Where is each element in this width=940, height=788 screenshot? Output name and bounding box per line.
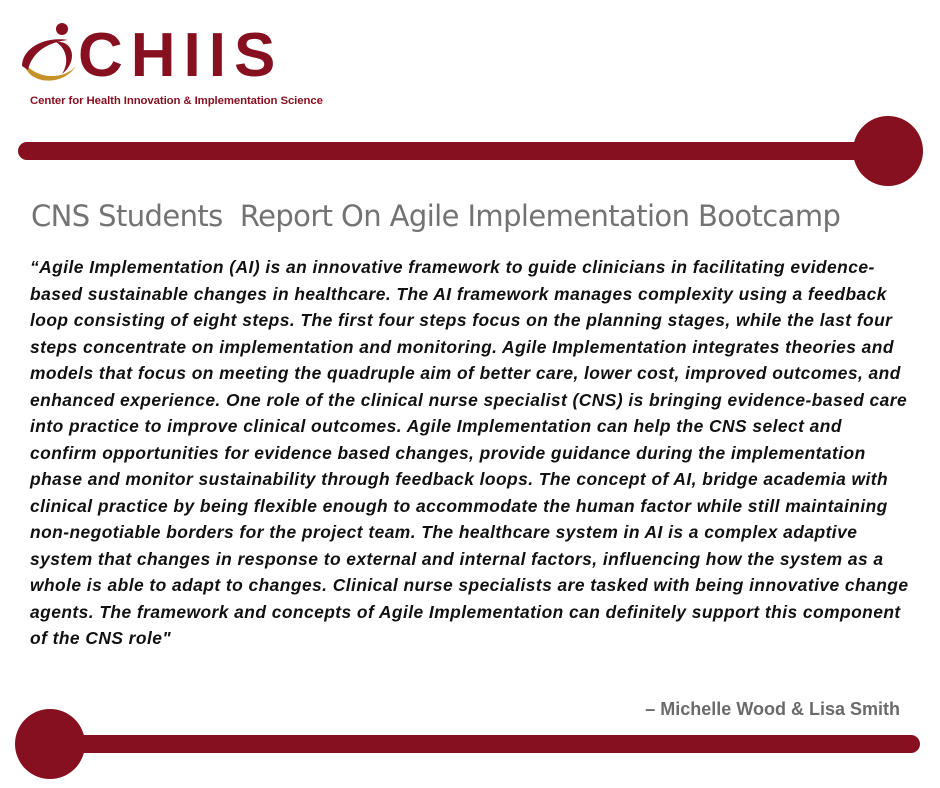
bottom-divider-bar: [40, 735, 920, 753]
testimonial-quote: “Agile Implementation (AI) is an innovative framework to guide clinicians in facilitating evidence-based sustainable changes in healthcare. The AI framework manages complexity using a feedback loop consisting of eight steps. The first four steps focus on the planning stages, while the last four steps concentrate on implementation and monitoring. Agile Implementation integrates theories and models that focus on meeting the quadruple aim of better care, lower cost, improved outcomes, and enhanced experience. One role of the clinical nurse specialist (CNS) is bringing evidence-based care into practice to improve clinical outcomes. Agile Implementation can help the CNS select and confirm opportunities for evidence based changes, provide guidance during the implementation phase and monitor sustainability through feedback loops. The concept of AI, bridge academia with clinical practice by being flexible enough to accommodate the human factor while still maintaining non-negotiable borders for the project team. The healthcare system in AI is a complex adaptive system that changes in response to external and internal factors, influencing how the system as a whole is able to adapt to changes. Clinical nurse specialists are tasked with being innovative change agents. The framework and concepts of Agile Implementation can definitely support this component of the CNS role": [30, 257, 909, 648]
bottom-divider-circle: [15, 709, 85, 779]
top-divider-bar: [18, 142, 878, 160]
logo-wordmark: CHIIS: [78, 21, 284, 90]
page-title: CNS Students Report On Agile Implementation Bootcamp: [31, 199, 841, 233]
person-swoosh-icon: [18, 22, 84, 88]
quote-attribution: – Michelle Wood & Lisa Smith: [645, 699, 900, 719]
top-divider-circle: [853, 116, 923, 186]
chiis-logo: [18, 22, 338, 112]
logo-subtitle: Center for Health Innovation & Implementation Science: [30, 95, 323, 107]
